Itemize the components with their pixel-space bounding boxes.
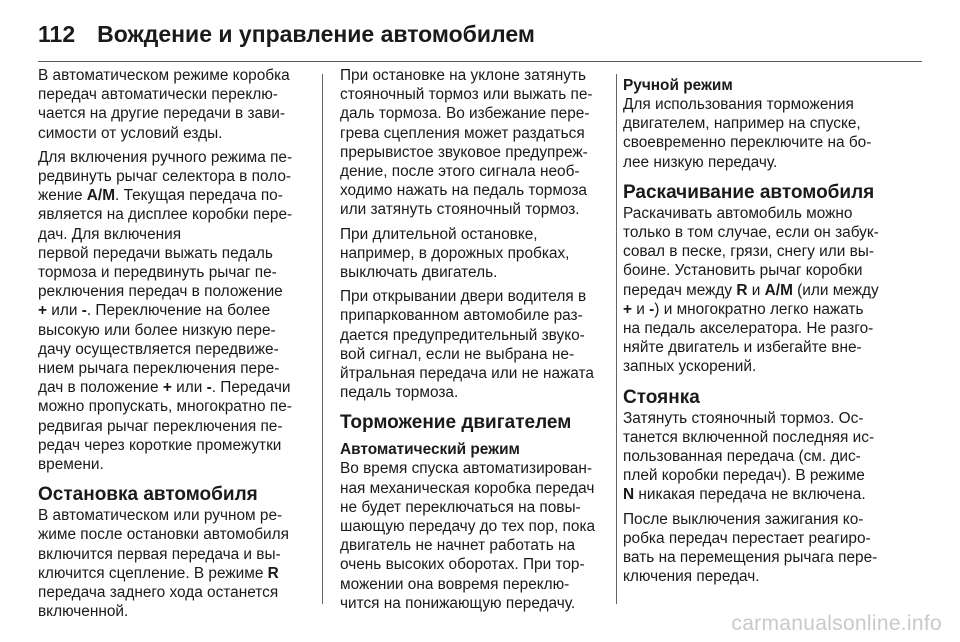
sub-heading: Ручной режим <box>623 77 733 94</box>
page-header <box>38 14 922 54</box>
chapter-title: Вождение и управление автомобилем <box>97 20 535 47</box>
text-run: никакая передача не включена. <box>634 486 866 504</box>
column-3 <box>623 66 903 591</box>
paragraph <box>38 506 306 621</box>
text-run: (или между <box>797 281 879 299</box>
watermark-text: carmanualsonline.info <box>731 612 942 635</box>
paragraph: После выключения зажигания ко- робка передач перестает реагиро- вать на перемещения рычага пере- ключения передач. <box>623 510 878 586</box>
gear-position-label: - <box>649 300 655 318</box>
paragraph: При открывании двери водителя в припаркованном автомобиле раз- дается предупредительный звуко- вой сигнал, если не выбрана не- йтральная передача или не нажата педаль тормоза. <box>340 288 594 402</box>
text-run: и <box>632 300 650 318</box>
text-run: . Текущая передача по- является на дисплее коробки пере- дач. Для включения первой передачи выжать педаль тормоза и передвинуть рычаг пе- реключения передач в положение <box>38 187 293 301</box>
header-rule <box>38 61 922 62</box>
column-divider <box>322 74 323 604</box>
text-run: В автоматическом или ручном ре- жиме после остановки автомобиля включится первая передача и вы- ключится сцепление. В режиме <box>38 507 289 582</box>
paragraph: При остановке на уклоне затянуть стояночный тормоз или выжать пе- даль тормоза. Во избежание пере- грева сцепления может раздаться прерывистое звуковое предупреж- дение, после этого сигнала необ- ходимо нажать на педаль тормоза или затянуть стояночный тормоз. <box>340 67 593 219</box>
text-run: и <box>747 281 765 299</box>
column-2 <box>340 66 605 618</box>
gear-position-label: - <box>206 379 212 397</box>
text-run: Для включения ручного режима пе- редвинуть рычаг селектора в поло- жение <box>38 148 293 205</box>
text-run: или <box>171 379 207 397</box>
gear-position-label: A/M <box>764 281 793 299</box>
text-run: ) и многократно легко нажать на педаль акселератора. Не разго- няйте двигатель и избегайте вне- запных ускорений. <box>623 300 874 376</box>
text-run: или <box>47 302 82 320</box>
gear-position-label: + <box>38 302 47 320</box>
paragraph: Для использования торможения двигателем, например на спуске, своевременно переключите на бо- лее низкую передачу. <box>623 96 872 171</box>
paragraph <box>38 148 306 474</box>
section-heading: Торможение двигателем <box>340 412 572 434</box>
paragraph: При длительной остановке, например, в дорожных пробках, выключать двигатель. <box>340 225 570 282</box>
section-heading: Раскачивание автомобиля <box>623 181 875 203</box>
gear-position-label: A/M <box>86 187 116 205</box>
text-run: Раскачивать автомобиль можно только в том случае, если он забук- совал в песке, грязи, снегу или вы- боине. Установить рычаг коробки передач между <box>623 204 879 299</box>
column-divider <box>616 74 617 604</box>
gear-position-label: R <box>736 281 748 299</box>
paragraph <box>623 409 903 505</box>
section-heading: Остановка автомобиля <box>38 484 258 506</box>
gear-position-label: R <box>267 564 279 582</box>
page-number: 112 <box>38 20 76 47</box>
section-heading: Стоянка <box>623 386 700 408</box>
text-run: передача заднего хода останется включенной. <box>38 584 279 621</box>
gear-position-label: - <box>81 302 87 320</box>
text-run: . Передачи можно пропускать, многократно пе- редвигая рычаг переключения пе- редач через короткие промежутки времени. <box>38 379 292 474</box>
sub-heading: Автоматический режим <box>340 441 520 459</box>
paragraph <box>623 204 903 377</box>
gear-position-label: + <box>623 300 632 318</box>
text-run: . Переключение на более высокую или более низкую пере- дачу осуществляется передвиже- нием рычага переключения пере- дач в положение <box>38 302 280 397</box>
paragraph: Во время спуска автоматизирован- ная механическая коробка передач не будет переключаться на повы- шающую передачу до тех пор, пока двигатель не начнет работать на очень высоких оборотах. При тор- можении она вовремя переклю- чится на понижающую передачу. <box>340 460 596 612</box>
column-1 <box>38 66 306 626</box>
text-run: Затянуть стояночный тормоз. Ос- танется включенной последняя ис- пользованная передача (см. дис- плей коробки передач). В режиме <box>623 409 875 485</box>
gear-position-label: N <box>623 486 635 504</box>
gear-position-label: + <box>162 379 172 397</box>
paragraph: В автоматическом режиме коробка передач автоматически переклю- чается на другие передачи в зави- симости от условий езды. <box>38 67 290 142</box>
